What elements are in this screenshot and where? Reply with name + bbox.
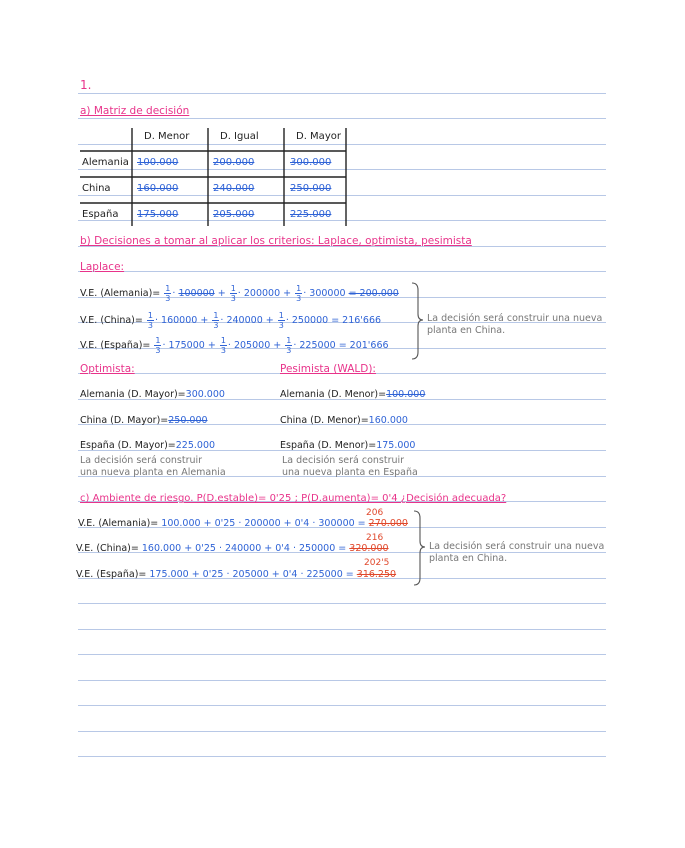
laplace-term: 205000 — [233, 340, 271, 351]
laplace-decision-line2: planta en China. — [427, 325, 506, 336]
laplace-result: = 200.000 — [348, 288, 399, 299]
optimista-value: 300.000 — [185, 389, 225, 400]
pesimista-label: China (D. Menor)= — [280, 415, 369, 426]
risk-label: V.E. (China)= — [76, 543, 139, 554]
matrix-header-menor: D. Menor — [144, 131, 190, 142]
matrix-header-igual: D. Igual — [220, 131, 259, 142]
matrix-row-label: China — [82, 183, 111, 194]
risk-expression: 160.000 + 0'25 · 240000 + 0'4 · 250000 = — [141, 543, 347, 554]
laplace-row-alemania: V.E. (Alemania)= $\frac{1}{3}$ · 100000 + $\frac{1}{3}$ · 200000 + $\frac{1}{3}$ · 300000 = 200.000 — [80, 284, 399, 303]
risk-label: V.E. (Alemania)= — [78, 518, 159, 529]
optimista-label: España (D. Mayor)= — [80, 440, 176, 451]
laplace-title: Laplace: — [80, 261, 125, 273]
matrix-row-label: España — [82, 209, 119, 220]
laplace-decision-line1: La decisión será construir una nueva — [427, 313, 603, 324]
correction-espana: 202'5 — [364, 558, 390, 568]
optimista-decision-line1: La decisión será construir — [80, 455, 203, 466]
laplace-term: 200000 — [243, 288, 281, 299]
fraction: $\frac{1}{3}$ — [165, 284, 171, 303]
laplace-term: 160000 — [161, 315, 198, 326]
laplace-label: V.E. (España)= — [80, 340, 151, 351]
risk-decision-line1: La decisión será construir una nueva — [429, 541, 605, 552]
laplace-result: = 201'666 — [338, 340, 389, 351]
matrix-cell: 160.000 — [137, 183, 179, 194]
optimista-decision-line2: una nueva planta en Alemania — [80, 467, 226, 478]
optimista-label: Alemania (D. Mayor)= — [80, 389, 186, 400]
matrix-header-mayor: D. Mayor — [296, 131, 341, 142]
optimista-value: 225.000 — [175, 440, 216, 451]
matrix-cell: 200.000 — [213, 157, 255, 168]
pesimista-label: Alemania (D. Menor)= — [280, 389, 387, 400]
risk-result: 320.000 — [349, 543, 389, 554]
risk-label: V.E. (España)= — [76, 569, 147, 580]
laplace-term: 300000 — [309, 288, 346, 299]
matrix-row-label: Alemania — [82, 157, 129, 168]
optimista-value: 250.000 — [168, 415, 208, 426]
section-c-heading: c) Ambiente de riesgo. P(D.estable)= 0'25 ; P(D.aumenta)= 0'4 ¿Decisión adecuada? — [80, 493, 507, 504]
pesimista-value: 100.000 — [386, 389, 426, 400]
matrix-cell: 225.000 — [290, 209, 332, 220]
laplace-row-espana: V.E. (España)= $\frac{1}{3}$ · 175000 + $\frac{1}{3}$ · 205000 + $\frac{1}{3}$ · 225000 = 201'666 — [80, 336, 389, 355]
pesimista-label: España (D. Menor)= — [280, 440, 377, 451]
pesimista-value: 160.000 — [368, 415, 408, 426]
fraction: $\frac{1}{3}$ — [296, 284, 302, 303]
laplace-term: 225000 — [299, 340, 336, 351]
laplace-row-china: V.E. (China)= $\frac{1}{3}$ · 160000 + $\frac{1}{3}$ · 240000 + $\frac{1}{3}$ · 250000 = 216'666 — [80, 311, 382, 330]
risk-expression: 175.000 + 0'25 · 205000 + 0'4 · 225000 = — [149, 569, 354, 580]
risk-result: 316.250 — [356, 569, 397, 580]
laplace-term: 240000 — [226, 315, 263, 326]
section-a-heading: a) Matriz de decisión — [80, 105, 190, 117]
risk-result: 270.000 — [368, 518, 408, 529]
pesimista-decision-line1: La decisión será construir — [282, 455, 405, 466]
fraction: $\frac{1}{3}$ — [230, 284, 236, 303]
correction-alemania: 206 — [366, 508, 384, 518]
laplace-label: V.E. (China)= — [80, 315, 143, 326]
matrix-cell: 250.000 — [290, 183, 332, 194]
fraction: $\frac{1}{3}$ — [147, 311, 153, 330]
matrix-cell: 240.000 — [213, 183, 255, 194]
matrix-cell: 100.000 — [137, 157, 179, 168]
risk-expression: 100.000 + 0'25 · 200000 + 0'4 · 300000 = — [161, 518, 366, 529]
section-b-heading: b) Decisiones a tomar al aplicar los criterios: Laplace, optimista, pesimista — [80, 235, 472, 247]
fraction: $\frac{1}{3}$ — [286, 336, 292, 355]
laplace-term: 175000 — [168, 340, 205, 351]
risk-decision-line2: planta en China. — [429, 553, 508, 564]
laplace-term: 250000 — [291, 315, 329, 326]
matrix-cell: 300.000 — [290, 157, 332, 168]
pesimista-decision-line2: una nueva planta en España — [282, 467, 418, 478]
matrix-cell: 175.000 — [137, 209, 179, 220]
matrix-cell: 205.000 — [213, 209, 255, 220]
fraction: $\frac{1}{3}$ — [278, 311, 284, 330]
exercise-number: 1. — [80, 78, 92, 92]
optimista-title: Optimista: — [80, 363, 135, 375]
fraction: $\frac{1}{3}$ — [220, 336, 226, 355]
optimista-label: China (D. Mayor)= — [80, 415, 169, 426]
laplace-label: V.E. (Alemania)= — [80, 288, 161, 299]
correction-china: 216 — [366, 533, 384, 543]
pesimista-value: 175.000 — [376, 440, 416, 451]
fraction: $\frac{1}{3}$ — [213, 311, 219, 330]
laplace-result: = 216'666 — [331, 315, 382, 326]
fraction: $\frac{1}{3}$ — [155, 336, 161, 355]
laplace-term: 100000 — [178, 288, 215, 299]
pesimista-title: Pesimista (WALD): — [280, 363, 376, 375]
